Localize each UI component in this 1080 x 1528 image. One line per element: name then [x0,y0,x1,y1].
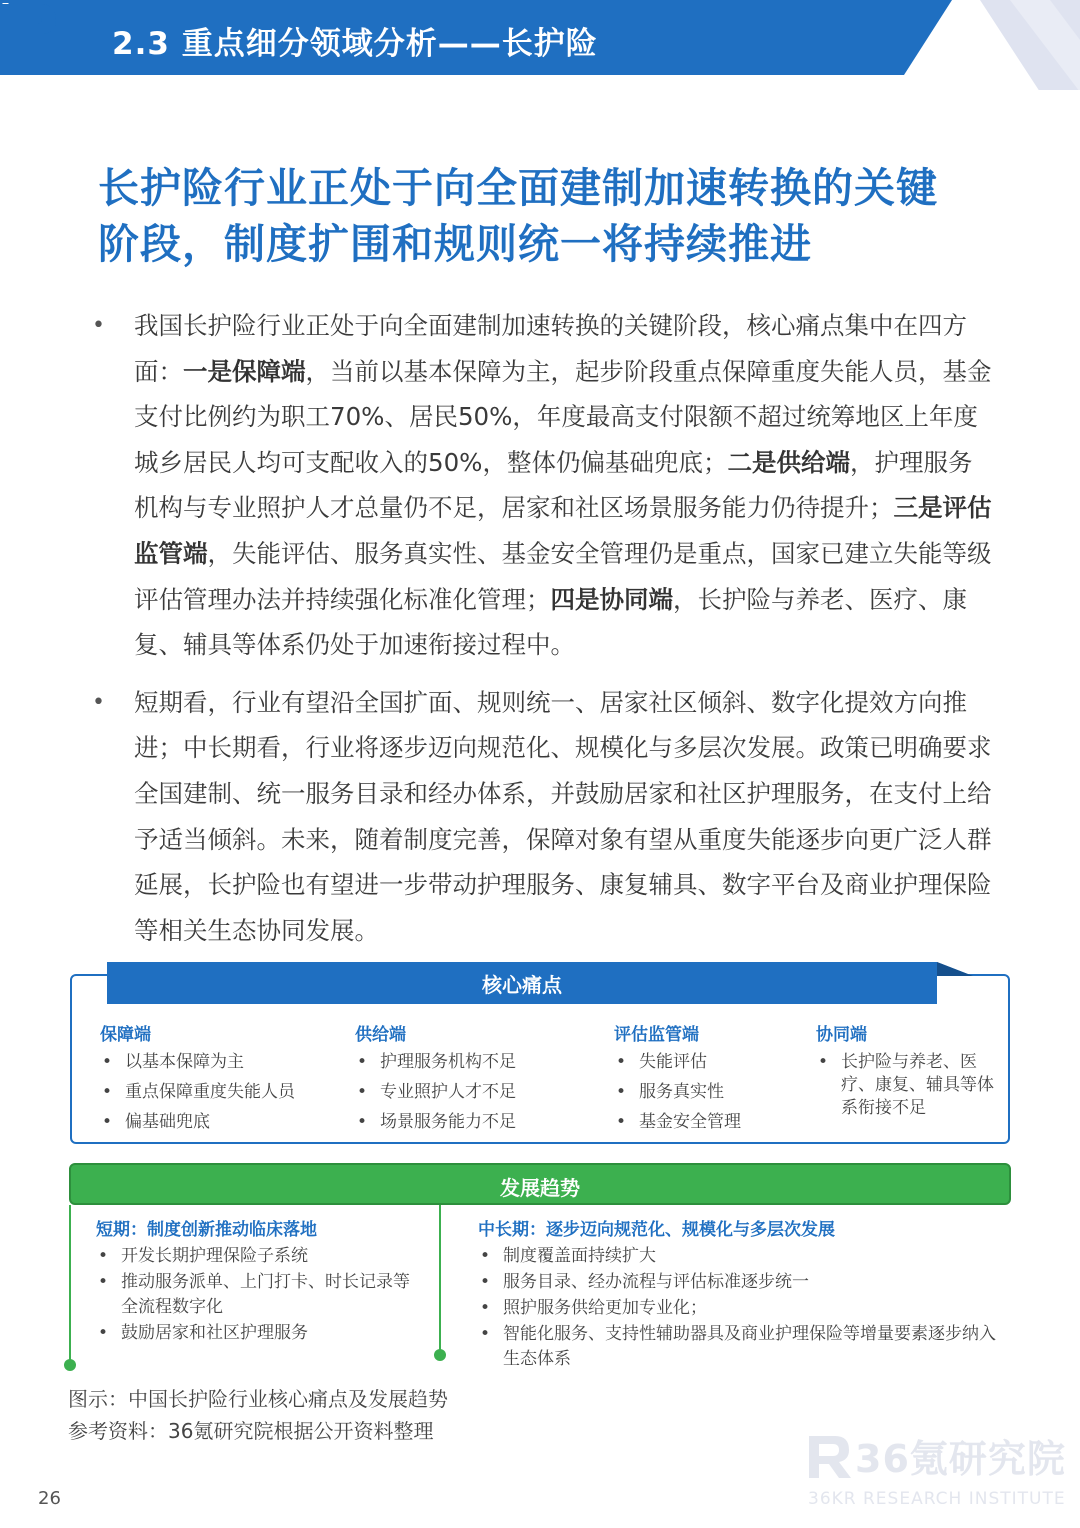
bullet-item-trends [92,680,992,954]
bullet-text: ，当前以基本保障为主，起步阶段重点保障重度失能人员，基金支付比例约为职工70%、居民50%，年度最高支付限额不超过统筹地区上年度城乡居民人均可支配收入的50%，整体仍偏基础兜底； [134,356,992,477]
bullet-icon: • [616,1082,627,1102]
list-item [478,1244,1006,1269]
list-item [100,1111,340,1134]
36kr-r-logo-icon [0,0,62,54]
bullet-icon: • [480,1246,491,1266]
bullet-text: 我国长护险行业正处于向全面建制加速转换的关键阶段，核心痛点集中在四方面： [134,311,967,386]
timeline-dot [434,1349,446,1361]
source-note: 参考资料：36氪研究院根据公开资料整理 [68,1419,434,1443]
bullet-icon: • [480,1324,491,1344]
bullet-text: ，长护险与养老、医疗、康复、辅具等体系仍处于加速衔接过程中。 [134,584,967,660]
pain-column-guarantee [100,1020,340,1141]
list-item [614,1081,804,1104]
list-item [478,1322,1006,1372]
bullet-icon: • [98,1272,109,1292]
list-item-text: 场景服务能力不足 [380,1112,516,1132]
bullet-icon: • [616,1112,627,1132]
list-item-text: 服务真实性 [639,1082,724,1102]
bullet-icon: • [102,1082,113,1102]
pain-column-coordination [816,1020,996,1127]
list-item [355,1111,595,1134]
page-title-line-1: 长护险行业正处于向全面建制加速转换的关键 [98,164,938,212]
bullet-icon: • [102,1052,113,1072]
list-item [816,1051,996,1120]
bullet-icon: • [92,313,105,338]
bullet-icon: • [480,1272,491,1292]
pain-column-supply [355,1020,595,1141]
bullet-icon: • [616,1052,627,1072]
trend-heading: 中长期：逐步迈向规范化、规模化与多层次发展 [478,1220,835,1240]
bullet-keyword: 二是供给端 [727,447,850,477]
pain-points-banner [107,962,973,1004]
trend-heading: 短期：制度创新推动临床落地 [96,1220,317,1240]
column-heading: 协同端 [816,1025,867,1045]
list-item-text: 偏基础兜底 [125,1112,210,1132]
watermark-name: 36氪研究院 [855,1437,1066,1481]
header-bar [0,0,1080,80]
list-item-text: 专业照护人才不足 [380,1082,516,1102]
list-item-text: 智能化服务、支持性辅助器具及商业护理保险等增量要素逐步纳入生态体系 [503,1324,996,1369]
bullet-text: ，护理服务机构与专业照护人才总量仍不足，居家和社区场景服务能力仍待提升； [134,447,973,523]
list-item-text: 重点保障重度失能人员 [125,1082,295,1102]
column-heading: 供给端 [355,1025,406,1045]
bullet-keyword: 三是评估监管端 [134,493,992,568]
list-item [614,1111,804,1134]
bullet-icon: • [98,1246,109,1266]
list-item-text: 长护险与养老、医疗、康复、辅具等体系衔接不足 [841,1052,994,1118]
list-item [478,1296,1006,1321]
list-item [355,1051,595,1074]
list-item-text: 推动服务派单、上门打卡、时长记录等全流程数字化 [121,1272,410,1317]
bullet-icon: • [98,1323,109,1343]
bullet-icon: • [480,1298,491,1318]
column-heading: 保障端 [100,1025,151,1045]
pain-column-supervision [614,1020,804,1141]
list-item-text: 以基本保障为主 [125,1052,244,1072]
list-item [100,1081,340,1104]
bullet-text: 短期看，行业有望沿全国扩面、规则统一、居家社区倾斜、数字化提效方向推进；中长期看，行业将逐步迈向规范化、规模化与多层次发展。政策已明确要求全国建制、统一服务目录和经办体系，并鼓励居家和社区护理服务，在支付上给予适当倾斜。未来，随着制度完善，保障对象有望从重度失能逐步向更广泛人群延展，长护险也有望进一步带动护理服务、康复辅具、数字平台及商业护理保险等相关生态协同发展。 [134,687,992,945]
list-item [96,1321,416,1346]
bullet-icon: • [357,1052,368,1072]
bullet-keyword: 一是保障端 [183,356,306,386]
bullet-text: ，失能评估、服务真实性、基金安全管理仍是重点，国家已建立失能等级评估管理办法并持续强化标准化管理； [134,538,992,614]
list-item [96,1244,416,1269]
timeline-line-middle [439,1205,441,1355]
list-item-text: 服务目录、经办流程与评估标准逐步统一 [503,1272,809,1292]
pain-points-title: 核心痛点 [482,973,562,997]
list-item [614,1051,804,1074]
list-item-text: 开发长期护理保险子系统 [121,1246,308,1266]
list-item-text: 鼓励居家和社区护理服务 [121,1323,308,1343]
column-heading: 评估监管端 [614,1025,699,1045]
page-number: 26 [38,1488,61,1509]
list-item [355,1081,595,1104]
figure-caption: 图示：中国长护险行业核心痛点及发展趋势 [68,1387,448,1411]
section-title: 2.3 重点细分领域分析——长护险 [112,26,598,62]
bullet-icon: • [92,689,105,715]
bullet-icon: • [102,1112,113,1132]
list-item [100,1051,340,1074]
trend-column-long-term [478,1215,1006,1373]
page-title-line-2: 阶段，制度扩围和规则统一将持续推进 [98,220,812,268]
trends-title: 发展趋势 [500,1176,580,1200]
list-item-text: 照护服务供给更加专业化； [503,1298,707,1318]
bullet-list [92,303,992,965]
list-item-text: 制度覆盖面持续扩大 [503,1246,656,1266]
list-item-text: 失能评估 [639,1052,707,1072]
list-item-text: 护理服务机构不足 [380,1052,516,1072]
bullet-keyword: 四是协同端 [550,584,673,614]
list-item [478,1270,1006,1295]
list-item [96,1270,416,1320]
trend-column-short-term [96,1215,416,1347]
bullet-item-pain-points [92,303,992,668]
bullet-icon: • [818,1052,829,1072]
watermark-subtitle: 36KR RESEARCH INSTITUTE [808,1489,1066,1509]
page-title [98,160,998,272]
timeline-dot [64,1359,76,1371]
trends-banner [69,1163,1011,1205]
timeline-line-left [69,1205,71,1363]
list-item-text: 基金安全管理 [639,1112,741,1132]
bullet-icon: • [357,1082,368,1102]
bullet-icon: • [357,1112,368,1132]
